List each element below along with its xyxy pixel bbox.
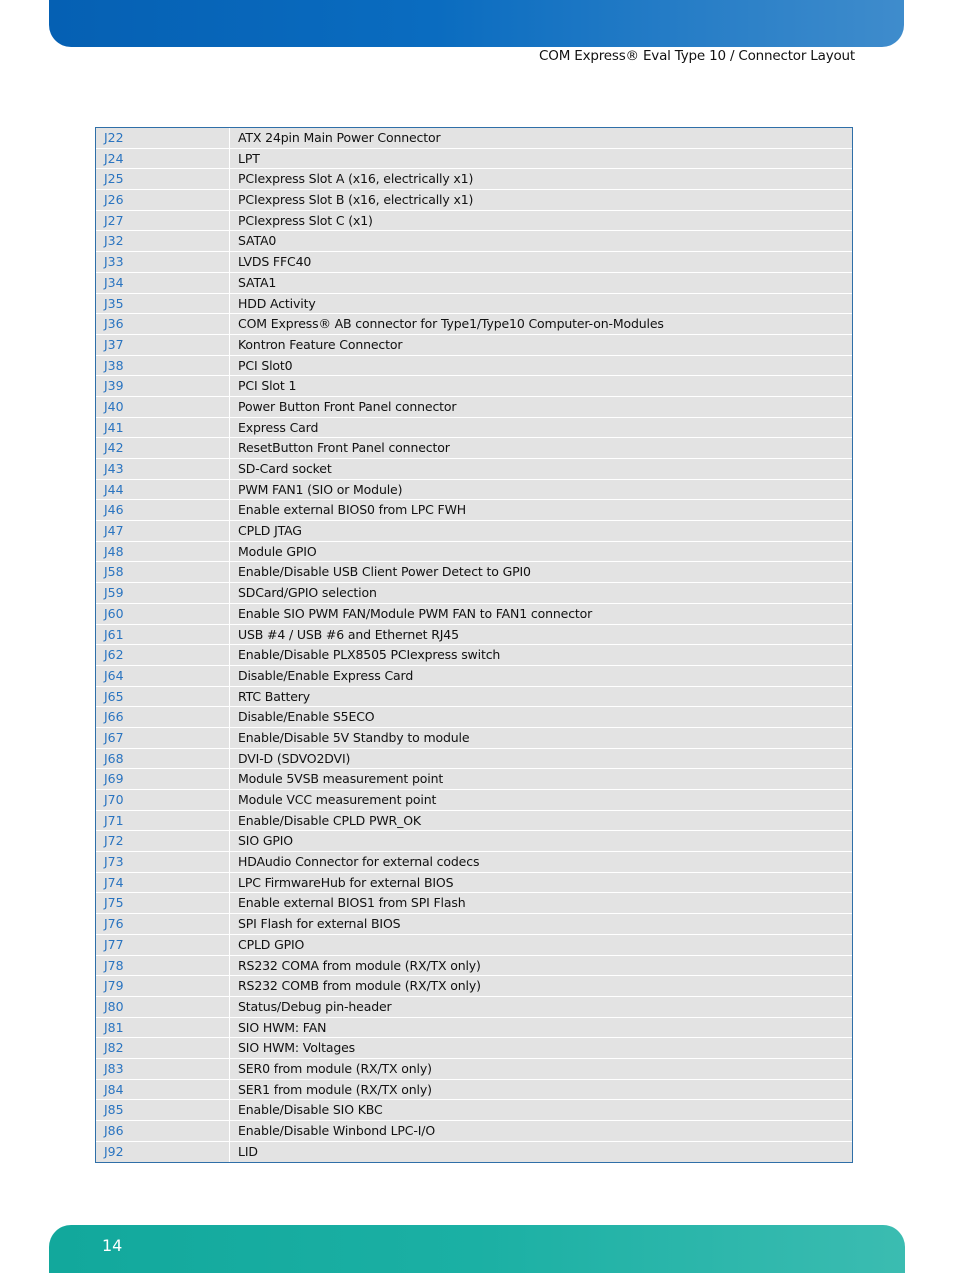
table-row — [96, 893, 852, 914]
table-row — [96, 1100, 852, 1121]
table-row — [96, 997, 852, 1018]
connector-description: SD-Card socket — [238, 461, 332, 476]
table-row — [96, 169, 852, 190]
connector-description: PCI Slot 1 — [238, 378, 297, 394]
connector-id[interactable]: J44 — [96, 480, 230, 500]
connector-id[interactable]: J34 — [96, 273, 230, 293]
connector-description: Disable/Enable Express Card — [238, 667, 414, 683]
connector-description: LVDS FFC40 — [238, 254, 312, 270]
table-row — [96, 314, 852, 335]
connector-id[interactable]: J62 — [96, 645, 230, 665]
connector-id[interactable]: J38 — [96, 356, 230, 376]
footer-bar — [49, 1225, 905, 1273]
table-row — [96, 1121, 852, 1142]
connector-description: SIO HWM: Voltages — [238, 1040, 356, 1056]
table-row — [96, 728, 852, 749]
connector-id[interactable]: J82 — [96, 1038, 230, 1058]
connector-id[interactable]: J46 — [96, 500, 230, 520]
table-row — [96, 211, 852, 232]
connector-id[interactable]: J70 — [96, 790, 230, 810]
table-row — [96, 231, 852, 252]
table-row — [96, 769, 852, 790]
connector-id[interactable]: J61 — [96, 625, 230, 645]
document-title: COM Express® Eval Type 10 / Connector Layout — [539, 48, 855, 64]
connector-id[interactable]: J69 — [96, 769, 230, 789]
connector-id[interactable]: J79 — [96, 976, 230, 996]
connector-id[interactable]: J86 — [96, 1121, 230, 1141]
table-row — [96, 873, 852, 894]
connector-id[interactable]: J26 — [96, 190, 230, 210]
connector-id[interactable]: J39 — [96, 376, 230, 396]
connector-description: RS232 COMB from module (RX/TX only) — [238, 978, 481, 994]
connector-id[interactable]: J80 — [96, 997, 230, 1017]
connector-description: PCIexpress Slot A (x16, electrically x1) — [238, 171, 474, 187]
header-bar — [49, 0, 904, 47]
connector-description: PCI Slot0 — [238, 357, 293, 373]
connector-description: PCIexpress Slot C (x1) — [238, 212, 373, 228]
connector-description: Kontron Feature Connector — [238, 336, 403, 352]
connector-id[interactable]: J47 — [96, 521, 230, 541]
table-row — [96, 1080, 852, 1101]
connector-description: PWM FAN1 (SIO or Module) — [238, 481, 403, 497]
connector-description: SIO GPIO — [238, 833, 293, 849]
connector-id[interactable]: J37 — [96, 335, 230, 355]
connector-description: USB #4 / USB #6 and Ethernet RJ45 — [238, 626, 459, 642]
connector-description: LID — [238, 1143, 258, 1159]
connector-description: Enable/Disable CPLD PWR_OK — [238, 812, 421, 828]
connector-id[interactable]: J71 — [96, 811, 230, 831]
connector-id[interactable]: J24 — [96, 149, 230, 169]
connector-id[interactable]: J85 — [96, 1100, 230, 1120]
table-row — [96, 852, 852, 873]
table-row — [96, 252, 852, 273]
connector-id[interactable]: J78 — [96, 956, 230, 976]
connector-description: LPC FirmwareHub for external BIOS — [238, 874, 454, 890]
connector-id[interactable]: J27 — [96, 211, 230, 231]
connector-table — [95, 127, 853, 1163]
connector-id[interactable]: J36 — [96, 314, 230, 334]
connector-id[interactable]: J74 — [96, 873, 230, 893]
connector-description: RS232 COMA from module (RX/TX only) — [238, 957, 481, 973]
connector-id[interactable]: J32 — [96, 231, 230, 251]
connector-description: RTC Battery — [238, 688, 310, 704]
connector-description: Enable/Disable USB Client Power Detect to GPI0 — [238, 564, 531, 580]
connector-id[interactable]: J72 — [96, 831, 230, 851]
connector-id[interactable]: J35 — [96, 294, 230, 314]
connector-description: Enable/Disable Winbond LPC-I/O — [238, 1123, 436, 1138]
table-row — [96, 1018, 852, 1039]
connector-id[interactable]: J64 — [96, 666, 230, 686]
connector-description: Disable/Enable S5ECO — [238, 709, 375, 725]
connector-description: Enable/Disable PLX8505 PCIexpress switch — [238, 647, 501, 663]
connector-id[interactable]: J81 — [96, 1018, 230, 1038]
connector-description: SATA1 — [238, 274, 277, 290]
connector-description: HDAudio Connector for external codecs — [238, 854, 480, 870]
table-row — [96, 480, 852, 501]
connector-id[interactable]: J84 — [96, 1080, 230, 1100]
table-row — [96, 831, 852, 852]
table-row — [96, 294, 852, 315]
connector-description: SDCard/GPIO selection — [238, 585, 377, 601]
table-row — [96, 542, 852, 563]
table-row — [96, 335, 852, 356]
table-row — [96, 583, 852, 604]
connector-description: Enable SIO PWM FAN/Module PWM FAN to FAN1 connector — [238, 605, 593, 621]
connector-description: PCIexpress Slot B (x16, electrically x1) — [238, 192, 474, 208]
table-row — [96, 356, 852, 377]
connector-description: ATX 24pin Main Power Connector — [238, 130, 441, 145]
connector-description: SER0 from module (RX/TX only) — [238, 1060, 432, 1076]
connector-id[interactable]: J41 — [96, 418, 230, 438]
connector-id[interactable]: J73 — [96, 852, 230, 872]
connector-id[interactable]: J43 — [96, 459, 230, 479]
connector-id[interactable]: J65 — [96, 687, 230, 707]
table-row — [96, 149, 852, 170]
connector-description: Status/Debug pin-header — [238, 998, 392, 1014]
page-number: 14 — [102, 1236, 123, 1255]
table-row — [96, 956, 852, 977]
connector-description: LPT — [238, 150, 260, 166]
connector-description: HDD Activity — [238, 295, 316, 311]
table-row — [96, 1059, 852, 1080]
connector-id[interactable]: J83 — [96, 1059, 230, 1079]
connector-id[interactable]: J48 — [96, 542, 230, 562]
table-row — [96, 500, 852, 521]
connector-description: DVI-D (SDVO2DVI) — [238, 750, 351, 766]
table-row — [96, 687, 852, 708]
table-row — [96, 914, 852, 935]
table-row — [96, 438, 852, 459]
table-row — [96, 521, 852, 542]
connector-description: Module 5VSB measurement point — [238, 771, 444, 787]
connector-id[interactable]: J42 — [96, 438, 230, 458]
connector-description: SIO HWM: FAN — [238, 1019, 327, 1035]
table-row — [96, 376, 852, 397]
table-row — [96, 935, 852, 956]
connector-id[interactable]: J77 — [96, 935, 230, 955]
connector-id[interactable]: J92 — [96, 1142, 230, 1163]
table-row — [96, 625, 852, 646]
connector-description: ResetButton Front Panel connector — [238, 440, 450, 456]
connector-id[interactable]: J40 — [96, 397, 230, 417]
connector-description: CPLD GPIO — [238, 936, 305, 952]
connector-description: SER1 from module (RX/TX only) — [238, 1081, 432, 1097]
table-row — [96, 976, 852, 997]
connector-description: Express Card — [238, 419, 319, 435]
table-row — [96, 790, 852, 811]
table-row — [96, 562, 852, 583]
connector-id[interactable]: J60 — [96, 604, 230, 624]
connector-description: Module GPIO — [238, 543, 317, 559]
connector-id[interactable]: J25 — [96, 169, 230, 189]
table-row — [96, 397, 852, 418]
connector-id[interactable]: J76 — [96, 914, 230, 934]
connector-description: Enable external BIOS1 from SPI Flash — [238, 895, 466, 911]
table-row — [96, 459, 852, 480]
table-row — [96, 707, 852, 728]
table-row — [96, 811, 852, 832]
table-row — [96, 604, 852, 625]
table-row — [96, 666, 852, 687]
connector-description: Enable external BIOS0 from LPC FWH — [238, 502, 467, 518]
connector-id[interactable]: J59 — [96, 583, 230, 603]
table-row — [96, 1038, 852, 1059]
connector-id[interactable]: J22 — [96, 128, 230, 148]
connector-description: Enable/Disable SIO KBC — [238, 1102, 383, 1118]
connector-description: COM Express® AB connector for Type1/Type10 Computer-on-Modules — [238, 316, 664, 332]
connector-id[interactable]: J67 — [96, 728, 230, 748]
table-row — [96, 128, 852, 149]
table-row — [96, 749, 852, 770]
table-row — [96, 1142, 852, 1163]
connector-id[interactable]: J75 — [96, 893, 230, 913]
connector-description: Module VCC measurement point — [238, 792, 437, 807]
connector-description: Enable/Disable 5V Standby to module — [238, 729, 470, 745]
table-row — [96, 418, 852, 439]
table-row — [96, 645, 852, 666]
connector-description: CPLD JTAG — [238, 523, 302, 539]
table-row — [96, 190, 852, 211]
connector-id[interactable]: J66 — [96, 707, 230, 727]
connector-description: Power Button Front Panel connector — [238, 398, 457, 414]
connector-id[interactable]: J33 — [96, 252, 230, 272]
connector-description: SPI Flash for external BIOS — [238, 916, 401, 932]
connector-id[interactable]: J68 — [96, 749, 230, 769]
connector-id[interactable]: J58 — [96, 562, 230, 582]
table-row — [96, 273, 852, 294]
connector-description: SATA0 — [238, 233, 277, 249]
